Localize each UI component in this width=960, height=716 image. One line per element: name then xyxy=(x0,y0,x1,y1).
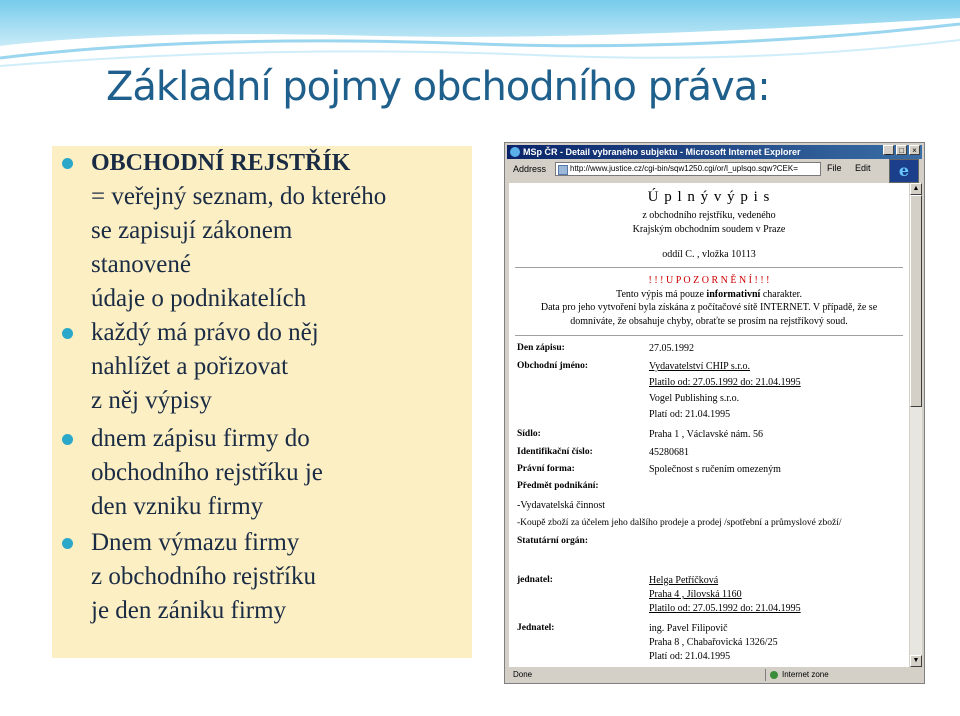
close-button[interactable]: × xyxy=(909,145,920,155)
value-jednatel-2-plat: Platí od: 21.04.1995 xyxy=(649,651,731,662)
extract-sub1: z obchodního rejstříku, vedeného xyxy=(642,210,776,221)
bullet-line: Dnem výmazu firmy xyxy=(91,529,300,556)
status-zone-text: Internet zone xyxy=(782,670,829,679)
bullet-line: obchodního rejstříku je xyxy=(91,459,323,486)
label-obchodni-jmeno: Obchodní jméno: xyxy=(517,361,588,371)
label-sidlo: Sídlo: xyxy=(517,429,541,439)
address-bar xyxy=(507,161,807,177)
value-den-zapisu: 27.05.1992 xyxy=(649,343,694,354)
globe-icon xyxy=(770,671,778,679)
page-content xyxy=(509,183,909,667)
label-predmet: Předmět podnikání: xyxy=(517,481,599,491)
label-den-zapisu: Den zápisu: xyxy=(517,343,565,353)
value-predmet-2: -Koupě zboží za účelem jeho dalšího prodeje a prodej /spotřební a průmyslové zboží/ xyxy=(517,518,842,528)
bullet-icon xyxy=(62,434,73,445)
note-line1 xyxy=(509,289,909,300)
bullet-line: je den zániku firmy xyxy=(91,597,287,624)
bullet-line: = veřejný seznam, do kterého xyxy=(91,183,387,210)
maximize-button[interactable]: □ xyxy=(896,145,907,155)
note-bold: informativní xyxy=(706,289,761,300)
label-ico: Identifikační číslo: xyxy=(517,447,593,457)
bullet-line: dnem zápisu firmy do xyxy=(91,425,310,452)
window-title: MSp ČR - Detail vybraného subjektu - Microsoft Internet Explorer xyxy=(523,147,801,157)
bullet-line: nahlížet a pořizovat xyxy=(91,353,289,380)
value-jednatel-2-addr: Praha 8 , Chabařovická 1326/25 xyxy=(649,637,778,648)
page-icon xyxy=(558,165,568,175)
window-titlebar xyxy=(507,145,922,159)
value-predmet-1: -Vydavatelská činnost xyxy=(517,500,606,511)
note-line2: Data pro jeho vytvoření byla získána z počítačové sítě INTERNET. V případě, že se xyxy=(540,302,878,313)
value-obchodni-jmeno-1: Vydavatelství CHIP s.r.o. xyxy=(649,361,751,372)
extract-heading: Ú p l n ý v ý p i s xyxy=(647,189,771,205)
value-jednatel-1-addr: Praha 4 , Jílovská 1160 xyxy=(649,589,742,600)
value-sidlo: Praha 1 , Václavské nám. 56 xyxy=(649,429,763,440)
note-text: charakter. xyxy=(760,289,802,300)
menu-file[interactable]: File xyxy=(827,163,842,173)
slide-title: Základní pojmy obchodního práva: xyxy=(106,64,770,110)
bullet-icon xyxy=(62,158,73,169)
value-obchodni-jmeno-2: Vogel Publishing s.r.o. xyxy=(649,393,740,404)
minimize-button[interactable]: _ xyxy=(883,145,894,155)
warning-heading: ! ! ! U P O Z O R N Ě N Í ! ! ! xyxy=(648,275,770,286)
value-jednatel-1-name: Helga Petříčková xyxy=(649,575,719,586)
value-ico: 45280681 xyxy=(649,447,689,458)
label-statutarni: Statutární orgán: xyxy=(517,536,588,546)
bullet-line: se zapisují zákonem xyxy=(91,217,293,244)
note-text: Tento výpis má pouze xyxy=(616,289,707,300)
scroll-thumb[interactable] xyxy=(910,195,922,407)
scroll-down-icon[interactable]: ▼ xyxy=(910,655,922,667)
label-pravni-forma: Právní forma: xyxy=(517,464,575,474)
status-bar xyxy=(507,669,922,681)
bullet-icon xyxy=(62,328,73,339)
browser-window xyxy=(504,142,925,684)
ie-logo-icon: e xyxy=(889,159,919,183)
note-line3: domníváte, že obsahuje chyby, obraťte se prosím na rejstříkový soud. xyxy=(570,316,848,327)
label-jednatel-2: Jednatel: xyxy=(517,623,555,633)
value-jednatel-2-name: ing. Pavel Filipovič xyxy=(649,623,728,634)
value-platnost-2: Platí od: 21.04.1995 xyxy=(649,409,731,420)
bullet-icon xyxy=(62,538,73,549)
menu-edit[interactable]: Edit xyxy=(855,163,871,173)
bullet-line: z obchodního rejstříku xyxy=(91,563,316,590)
status-zone xyxy=(765,669,920,681)
label-jednatel-1: jednatel: xyxy=(517,575,553,585)
bullet-line: den vzniku firmy xyxy=(91,493,264,520)
bullet-line: stanovené xyxy=(91,251,191,278)
extract-sub2: Krajským obchodním soudem v Praze xyxy=(632,224,786,235)
divider xyxy=(515,267,903,268)
value-pravni-forma: Společnost s ručením omezeným xyxy=(649,464,781,475)
text-panel xyxy=(52,146,472,658)
value-jednatel-1-plat: Platilo od: 27.05.1992 do: 21.04.1995 xyxy=(649,603,801,614)
value-platnost-1: Platilo od: 27.05.1992 do: 21.04.1995 xyxy=(649,377,801,388)
address-input[interactable] xyxy=(555,162,821,176)
bullet-line: z něj výpisy xyxy=(91,387,212,414)
bullet-line: údaje o podnikatelích xyxy=(91,285,307,312)
divider xyxy=(515,335,903,336)
address-label: Address xyxy=(513,164,547,174)
scroll-up-icon[interactable]: ▲ xyxy=(910,183,922,195)
extract-oddil: oddíl C. , vložka 10113 xyxy=(662,249,756,260)
status-done: Done xyxy=(513,670,533,679)
ie-icon xyxy=(510,147,520,157)
vertical-scrollbar[interactable] xyxy=(910,183,922,667)
address-url: http://www.justice.cz/cgi-bin/sqw1250.cgi/or/l_uplsqo.sqw?CEK= xyxy=(570,164,798,173)
bullet-line: OBCHODNÍ REJSTŘÍK xyxy=(91,150,351,176)
bullet-line: každý má právo do něj xyxy=(91,319,319,346)
